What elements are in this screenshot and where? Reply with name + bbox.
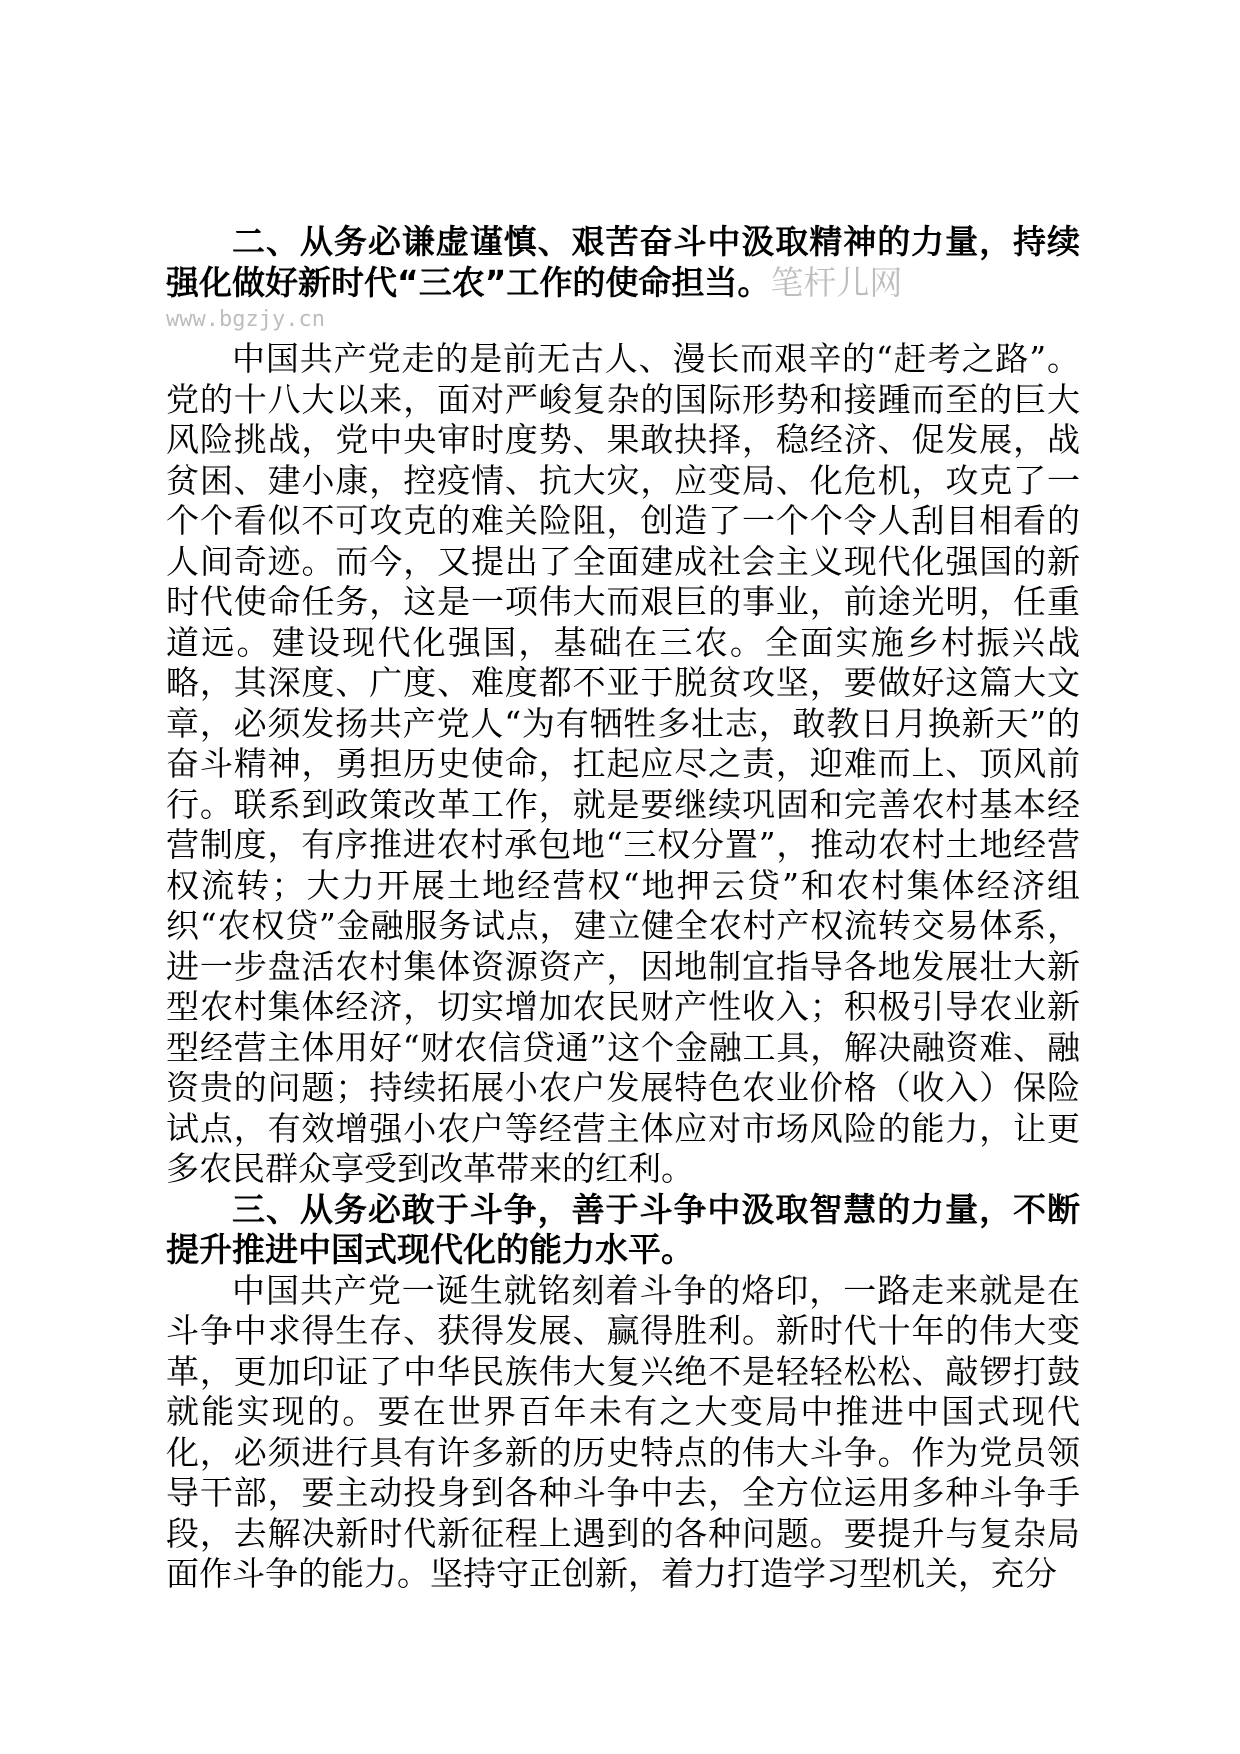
section-heading-3: 三、从务必敢于斗争，善于斗争中汲取智慧的力量，不断提升推进中国式现代化的能力水平。 [166,1189,1080,1269]
section-heading-2-text: 二、从务必谦虚谨慎、艰苦奋斗中汲取精神的力量，持续强化做好新时代“三农”工作的使命担当。 [166,222,1080,302]
section-body-3: 中国共产党一诞生就铭刻着斗争的烙印，一路走来就是在斗争中求得生存、获得发展、赢得胜利。新时代十年的伟大变革，更加印证了中华民族伟大复兴绝不是轻轻松松、敲锣打鼓就能实现的。要在世界百年未有之大变局中推进中国式现代化，必须进行具有许多新的历史特点的伟大斗争。作为党员领导干部，要主动投身到各种斗争中去，全方位运用多种斗争手段，去解决新时代新征程上遇到的各种问题。要提升与复杂局面作斗争的能力。坚持守正创新，着力打造学习型机关，充分 [166,1270,1080,1593]
document-body [166,222,1080,1595]
watermark-url: www.bgzjy.cn [166,307,325,332]
section-heading-2 [166,222,1080,303]
section-body-2: 中国共产党走的是前无古人、漫长而艰辛的“赶考之路”。党的十八大以来，面对严峻复杂的国际形势和接踵而至的巨大风险挑战，党中央审时度势、果敢抉择，稳经济、促发展，战贫困、建小康，控疫情、抗大灾，应变局、化危机，攻克了一个个看似不可攻克的难关险阻，创造了一个个令人刮目相看的人间奇迹。而今，又提出了全面建成社会主义现代化强国的新时代使命任务，这是一项伟大而艰巨的事业，前途光明，任重道远。建设现代化强国，基础在三农。全面实施乡村振兴战略，其深度、广度、难度都不亚于脱贫攻坚，要做好这篇大文章，必须发扬共产党人“为有牺牲多壮志，敢教日月换新天”的奋斗精神，勇担历史使命，扛起应尽之责，迎难而上、顶风前行。联系到政策改革工作，就是要继续巩固和完善农村基本经营制度，有序推进农村承包地“三权分置”，推动农村土地经营权流转；大力开展土地经营权“地押云贷”和农村集体经济组织“农权贷”金融服务试点，建立健全农村产权流转交易体系，进一步盘活农村集体资源资产，因地制宜指导各地发展壮大新型农村集体经济，切实增加农民财产性收入；积极引导农业新型经营主体用好“财农信贷通”这个金融工具，解决融资难、融资贵的问题；持续拓展小农户发展特色农业价格（收入）保险试点，有效增强小农户等经营主体应对市场风险的能力，让更多农民群众享受到改革带来的红利。 [166,339,1080,1188]
watermark-text: 笔杆儿网 [770,262,903,302]
